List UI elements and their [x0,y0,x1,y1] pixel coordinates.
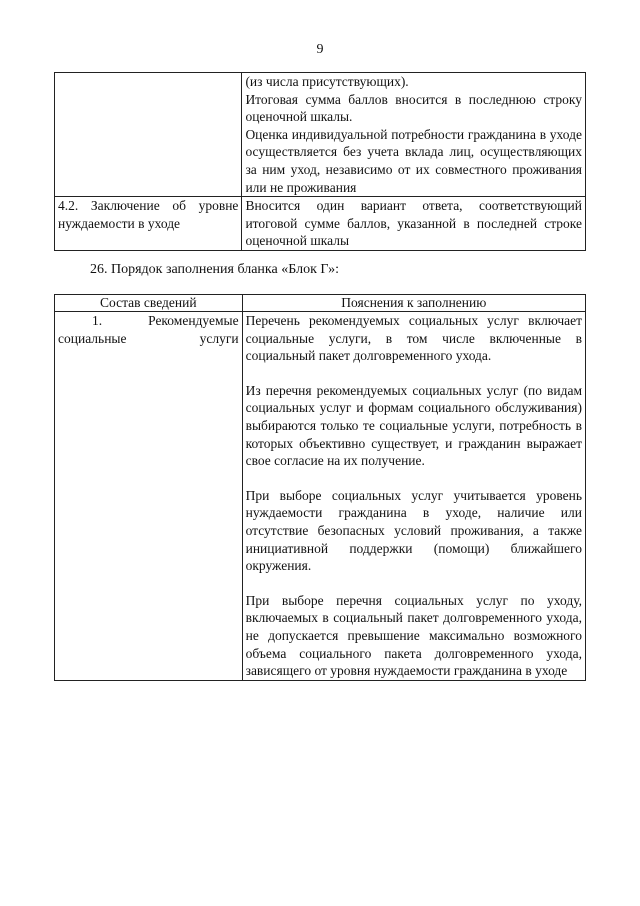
section-heading: 26. Порядок заполнения бланка «Блок Г»: [90,262,340,277]
table-row [55,197,586,251]
paragraph: (из числа присутствующих). [245,74,409,89]
paragraph: При выборе социальных услуг учитывается уровень нуждаемости гражданина в уходе, наличие или отсутствие безопасных условий проживания, а также инициативной поддержки (помощи) ближайшего окружения. [245,487,582,574]
table-cell-explanation [242,73,586,197]
table-cell-item [55,312,243,681]
table-row [55,312,586,681]
table-cell-empty [55,73,242,197]
paragraph: Перечень рекомендуемых социальных услуг включает социальные услуги, в том числе включенные в социальный пакет долговременного ухода. [245,313,582,364]
paragraph: Итоговая сумма баллов вносится в последнюю строку оценочной шкалы. [245,91,582,125]
table-row [55,73,586,197]
item-label: 1. Рекомендуемые социальные услуги [58,313,239,346]
paragraph: При выборе перечня социальных услуг по уходу, включаемых в социальный пакет долговременного ухода, не допускается превышение максимально возможного объема социального пакета долговременного ухода, зависящего от уровня нуждаемости гражданина в уходе [245,592,582,679]
block-g-table [54,294,586,681]
column-header: Состав сведений [55,295,243,312]
page-number: 9 [316,42,324,57]
column-header: Пояснения к заполнению [242,295,585,312]
continuation-table [54,72,586,251]
paragraph: Оценка индивидуальной потребности гражданина в уходе осуществляется без учета вклада лиц, осуществляющих за ним уход, независимо от их совместного проживания или не проживания [245,126,582,195]
table-header-row [55,295,586,312]
table-cell-item: 4.2. Заключение об уровне нуждаемости в уходе [55,197,242,251]
table-cell-explanation [242,312,585,681]
table-cell-explanation: Вносится один вариант ответа, соответствующий итоговой сумме баллов, указанной в последней строке оценочной шкалы [242,197,586,251]
paragraph: Из перечня рекомендуемых социальных услуг (по видам социальных услуг и формам социального обслуживания) выбираются только те социальные услуги, потребность в которых объективно существует, и гражданин выражает свое согласие на их получение. [245,382,582,469]
